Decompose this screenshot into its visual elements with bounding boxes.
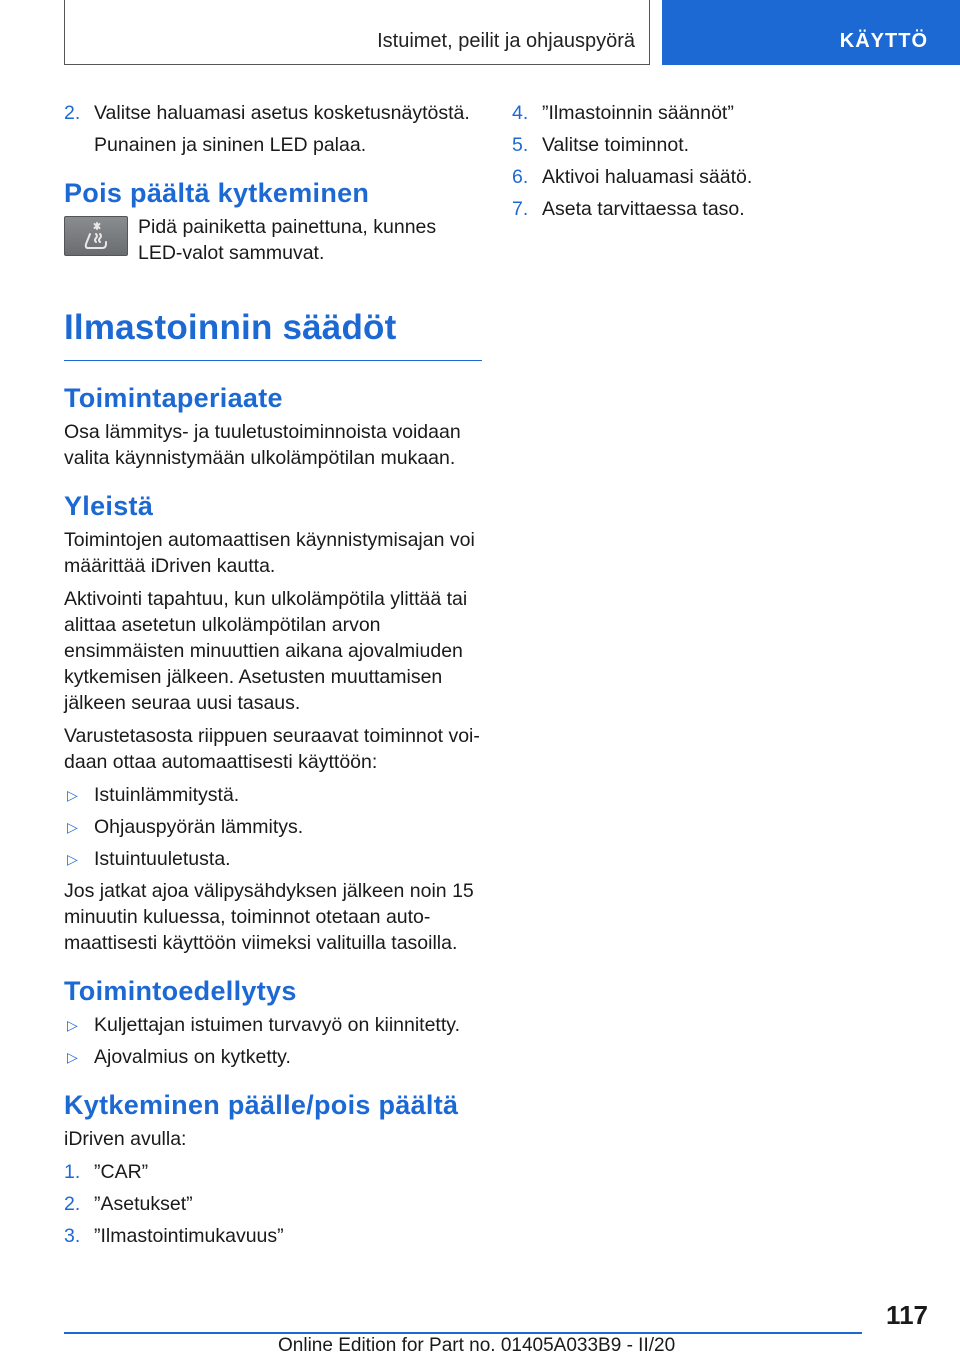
off-instruction: Pidä painiketta painettuna, kunnes LED-valot sammuvat. [138, 216, 437, 264]
left-column [64, 100, 482, 1255]
step-text: Aktivoi haluamasi säätö. [542, 166, 753, 188]
general-paragraph: Toimintojen automaattisen käynnistymisajan voi määrittää iDriven kautta. [64, 529, 475, 577]
step-number: 6. [512, 166, 529, 188]
step-text: ”Ilmastointimukavuus” [94, 1225, 284, 1247]
list-item [64, 782, 482, 808]
seat-ventilation-icon [64, 216, 128, 256]
step-text: Valitse haluamasi asetus kosketusnäytöstä. [94, 102, 470, 124]
triangle-bullet-icon: ▷ [67, 1049, 78, 1065]
button-instruction [64, 214, 482, 266]
list-item [64, 1012, 482, 1038]
heading-climate: Ilmastoinnin säädöt [64, 306, 482, 361]
list-item [64, 1044, 482, 1070]
general-paragraph: Varustetasosta riippuen seuraavat toiminnot voidaan ottaa automaattisesti käyttöön: [64, 725, 480, 773]
step-number: 7. [512, 198, 529, 220]
step-number: 1. [64, 1161, 81, 1183]
seat-ventilation-glyph [76, 220, 116, 252]
heading-principle: Toimintaperiaate [64, 383, 283, 413]
list-item-text: Ohjauspyörän lämmitys. [94, 816, 304, 838]
heading-off: Pois päältä kytkeminen [64, 178, 370, 208]
step-text: Aseta tarvittaessa taso. [542, 198, 745, 220]
step-text: Valitse toiminnot. [542, 134, 690, 156]
principle-text: Osa lämmitys- ja tuuletustoiminnoista voidaan valita käynnistymään ulkolämpötilan mukaan. [64, 421, 461, 469]
step-number: 5. [512, 134, 529, 156]
triangle-bullet-icon: ▷ [67, 851, 78, 867]
list-item [64, 846, 482, 872]
list-item-text: Kuljettajan istuimen turvavyö on kiinnitetty. [94, 1014, 460, 1036]
list-item [64, 814, 482, 840]
heading-switch: Kytkeminen päälle/pois päältä [64, 1090, 459, 1120]
step-number: 2. [64, 1193, 81, 1215]
step-text: ”Ilmastoinnin säännöt” [542, 102, 734, 124]
step-item [512, 100, 930, 126]
step-number: 4. [512, 102, 529, 124]
page-number: 117 [886, 1300, 928, 1330]
heading-general: Yleistä [64, 491, 154, 521]
step-item [512, 132, 930, 158]
step-item [64, 1159, 482, 1185]
triangle-bullet-icon: ▷ [67, 819, 78, 835]
step-item [64, 100, 482, 126]
step-result: Punainen ja sininen LED palaa. [94, 134, 367, 156]
list-item-text: Istuinlämmitystä. [94, 784, 240, 806]
list-item-text: Ajovalmius on kytketty. [94, 1046, 291, 1068]
switch-intro: iDriven avulla: [64, 1128, 187, 1150]
edition-text: Online Edition for Part no. 01405A033B9 - II/20 [278, 1335, 676, 1356]
footer-divider [64, 1332, 862, 1334]
step-item [512, 196, 930, 222]
heading-requirement: Toimintoedellytys [64, 976, 297, 1006]
header-section-box [64, 0, 650, 65]
section-title: Istuimet, peilit ja ohjauspyörä [377, 30, 635, 52]
right-column [512, 100, 930, 228]
step-text: ”Asetukset” [94, 1193, 193, 1215]
triangle-bullet-icon: ▷ [67, 787, 78, 803]
chapter-tab-label: KÄYTTÖ [839, 30, 928, 52]
general-paragraph: Aktivointi tapahtuu, kun ulkolämpötila ylittää tai alittaa asetetun ulkolämpötilan arvon ensimmäisten minuuttien aikana ajovalmiuden kytkemisen jälkeen. Asetusten muuttamisen jälkeen seuraa uusi tasaus. [64, 588, 468, 714]
step-item [64, 1223, 482, 1249]
triangle-bullet-icon: ▷ [67, 1017, 78, 1033]
step-number: 2. [64, 102, 81, 124]
step-item [64, 1191, 482, 1217]
step-number: 3. [64, 1225, 81, 1247]
general-paragraph: Jos jatkat ajoa välipysähdyksen jälkeen noin 15 minuutin kuluessa, toiminnot otetaan automaattisesti käyttöön viimeksi valituilla tasoilla. [64, 880, 474, 954]
step-item [512, 164, 930, 190]
step-text: ”CAR” [94, 1161, 149, 1183]
chapter-tab [662, 0, 960, 65]
list-item-text: Istuintuuletusta. [94, 848, 231, 870]
